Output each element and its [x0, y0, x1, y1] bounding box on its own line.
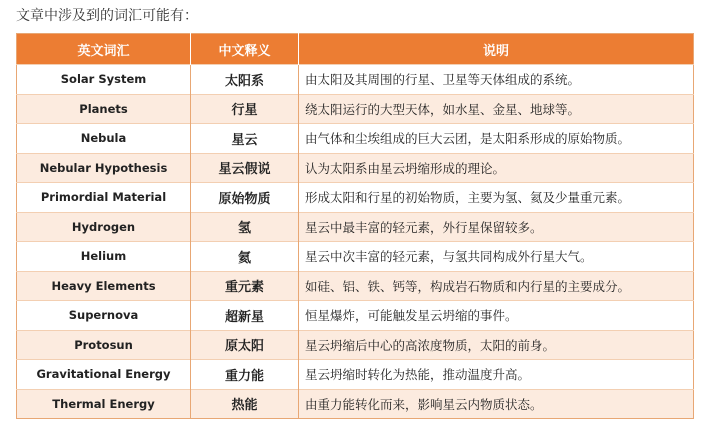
term-english: Helium — [17, 242, 191, 272]
term-english: Gravitational Energy — [17, 360, 191, 390]
table-row — [17, 330, 694, 360]
term-chinese: 星云 — [191, 124, 299, 154]
term-chinese: 星云假说 — [191, 153, 299, 183]
table-header-row — [17, 34, 694, 65]
term-chinese: 行星 — [191, 94, 299, 124]
table-row — [17, 65, 694, 95]
header-description: 说明 — [299, 34, 694, 65]
table-row — [17, 389, 694, 419]
term-chinese: 氦 — [191, 242, 299, 272]
term-english: Nebula — [17, 124, 191, 154]
term-chinese: 太阳系 — [191, 65, 299, 95]
term-english: Protosun — [17, 330, 191, 360]
term-chinese: 超新星 — [191, 301, 299, 331]
term-description: 形成太阳和行星的初始物质，主要为氢、氦及少量重元素。 — [299, 183, 694, 213]
header-english: 英文词汇 — [17, 34, 191, 65]
term-chinese: 重力能 — [191, 360, 299, 390]
term-english: Supernova — [17, 301, 191, 331]
term-chinese: 原始物质 — [191, 183, 299, 213]
term-english: Nebular Hypothesis — [17, 153, 191, 183]
header-chinese: 中文释义 — [191, 34, 299, 65]
term-description: 恒星爆炸，可能触发星云坍缩的事件。 — [299, 301, 694, 331]
term-english: Thermal Energy — [17, 389, 191, 419]
table-row — [17, 242, 694, 272]
table-row — [17, 360, 694, 390]
term-description: 由太阳及其周围的行星、卫星等天体组成的系统。 — [299, 65, 694, 95]
table-row — [17, 212, 694, 242]
term-description: 星云中最丰富的轻元素，外行星保留较多。 — [299, 212, 694, 242]
term-description: 由气体和尘埃组成的巨大云团，是太阳系形成的原始物质。 — [299, 124, 694, 154]
term-description: 星云坍缩后中心的高浓度物质，太阳的前身。 — [299, 330, 694, 360]
vocabulary-table — [16, 33, 694, 419]
term-description: 由重力能转化而来，影响星云内物质状态。 — [299, 389, 694, 419]
table-row — [17, 94, 694, 124]
term-description: 如硅、铝、铁、钙等，构成岩石物质和内行星的主要成分。 — [299, 271, 694, 301]
term-english: Planets — [17, 94, 191, 124]
term-chinese: 重元素 — [191, 271, 299, 301]
intro-text: 文章中涉及到的词汇可能有： — [16, 8, 198, 24]
term-description: 绕太阳运行的大型天体，如水星、金星、地球等。 — [299, 94, 694, 124]
table-row — [17, 301, 694, 331]
term-english: Heavy Elements — [17, 271, 191, 301]
term-description: 认为太阳系由星云坍缩形成的理论。 — [299, 153, 694, 183]
term-english: Hydrogen — [17, 212, 191, 242]
term-english: Solar System — [17, 65, 191, 95]
term-description: 星云中次丰富的轻元素，与氢共同构成外行星大气。 — [299, 242, 694, 272]
term-english: Primordial Material — [17, 183, 191, 213]
table-row — [17, 183, 694, 213]
table-row — [17, 153, 694, 183]
term-chinese: 热能 — [191, 389, 299, 419]
term-chinese: 原太阳 — [191, 330, 299, 360]
table-row — [17, 271, 694, 301]
term-description: 星云坍缩时转化为热能，推动温度升高。 — [299, 360, 694, 390]
table-row — [17, 124, 694, 154]
term-chinese: 氢 — [191, 212, 299, 242]
